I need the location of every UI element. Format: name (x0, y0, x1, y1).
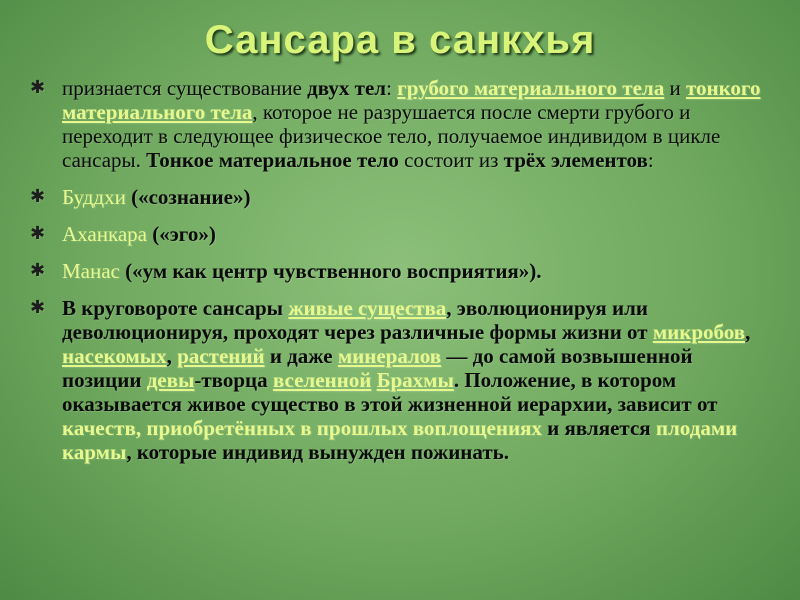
text: , (166, 344, 178, 368)
text: , эволюционируя или деволюционируя, проходят через различные формы жизни от (62, 296, 653, 344)
text: и является (541, 416, 656, 440)
karma-text: плодами кармы (62, 416, 738, 464)
text: -творца (194, 368, 273, 392)
link-plants[interactable]: растений (177, 344, 265, 368)
text-bold: Тонкое материальное тело (146, 148, 399, 172)
term-description: («эго») (146, 222, 216, 246)
bullet-icon: ✱ (30, 297, 46, 318)
term-description: («сознание») (125, 185, 251, 209)
bullet-icon: ✱ (30, 77, 46, 98)
term-description: («ум как центр чувственного восприятия»). (119, 259, 542, 283)
link-gross-body[interactable]: грубого материального тела (397, 76, 665, 100)
bullet-icon: ✱ (30, 260, 46, 281)
text: признается существование (62, 76, 308, 100)
slide-title: Сансара в санкхья (204, 18, 596, 62)
text: . Положение, в котором оказывается живое существо в этой жизненной иерархии, зависит от (62, 368, 718, 416)
text: — до самой возвышенной позиции (62, 344, 693, 392)
text: и даже (264, 344, 338, 368)
link-microbes[interactable]: микробов (652, 320, 746, 344)
text: состоит из (398, 148, 504, 172)
term-ahankara: Аханкара (62, 222, 147, 246)
list-item (30, 76, 775, 172)
qualities-text: качеств, приобретённых в прошлых воплощениях (62, 416, 542, 440)
text: и (664, 76, 686, 100)
bullet-icon: ✱ (30, 186, 46, 207)
link-universe[interactable]: вселенной (272, 368, 372, 392)
link-insects[interactable]: насекомых (62, 344, 167, 368)
link-deva[interactable]: девы (146, 368, 195, 392)
bullet-icon: ✱ (30, 223, 46, 244)
bullet-list (30, 76, 775, 477)
list-item (30, 259, 775, 283)
text: : (647, 148, 654, 172)
text: В круговороте сансары (62, 296, 289, 320)
link-living-beings[interactable]: живые существа (288, 296, 447, 320)
text: : (386, 76, 398, 100)
list-item (30, 185, 775, 209)
text: , которое не разрушается после смерти грубого и переходит в следующее физическое тело, получаемое индивидом в цикле сансары. (62, 100, 721, 172)
text-bold: трёх элементов (503, 148, 648, 172)
list-item (30, 222, 775, 246)
term-buddhi: Буддхи (62, 185, 126, 209)
term-manas: Манас (62, 259, 120, 283)
link-minerals[interactable]: минералов (337, 344, 442, 368)
text-bold: двух тел (307, 76, 387, 100)
text: , (745, 320, 751, 344)
link-subtle-body[interactable]: тонкого материального тела (62, 76, 761, 124)
list-item (30, 296, 775, 464)
text: , которые индивид вынужден пожинать. (126, 440, 510, 464)
link-brahma[interactable]: Брахмы (376, 368, 454, 392)
